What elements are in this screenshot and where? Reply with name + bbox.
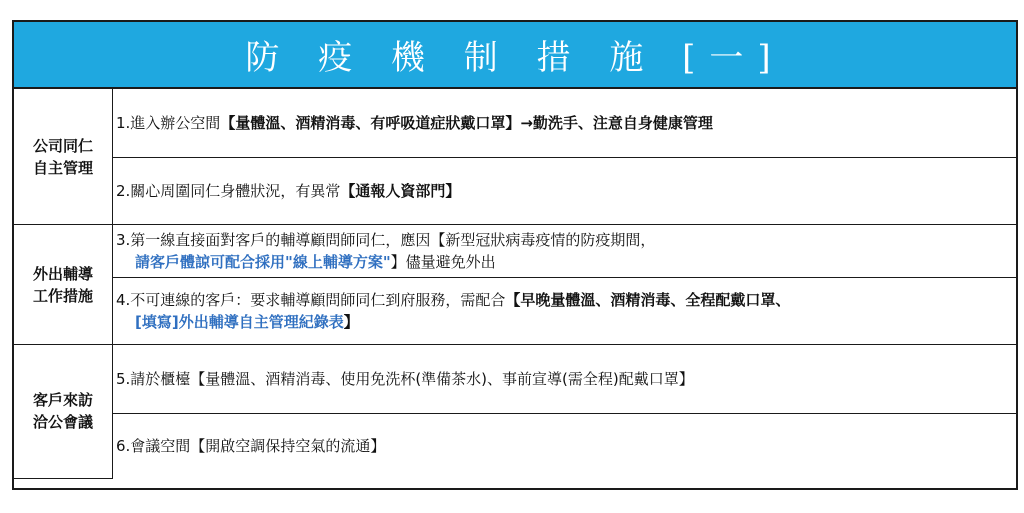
category-label: 公司同仁 xyxy=(32,136,93,155)
category-label: 洽公會議 xyxy=(32,413,93,432)
measure-text: 4.不可連線的客戶：要求輔導顧問師同仁到府服務，需配合 xyxy=(116,291,506,309)
measure-text: 3.第一線直接面對客戶的輔導顧問師同仁，應因【新型冠狀病毒疫情的防疫期間， xyxy=(116,231,656,249)
category-field-work-measures xyxy=(14,225,113,345)
measure-item-2 xyxy=(113,158,1017,225)
table-row xyxy=(14,225,1016,278)
measure-item-1 xyxy=(113,89,1017,158)
measures-table-frame xyxy=(12,20,1018,490)
measure-text: 5.請於櫃檯【量體溫、酒精消毒、使用免洗杯(準備茶水)、事前宣導(需全程)配戴口罩】 xyxy=(116,370,694,388)
category-label: 外出輔導 xyxy=(32,264,93,283)
table-row xyxy=(14,158,1016,225)
measure-text: 】儘量避免外出 xyxy=(390,253,496,271)
category-label: 自主管理 xyxy=(32,158,93,177)
category-label: 工作措施 xyxy=(32,286,93,305)
table-row xyxy=(14,89,1016,158)
measure-item-4 xyxy=(113,278,1017,345)
measure-item-6 xyxy=(113,414,1017,479)
category-label: 客戶來訪 xyxy=(32,391,93,410)
measure-text: 6.會議空間【開啟空調保持空氣的流通】 xyxy=(116,437,386,455)
measure-emphasis: 【通報人資部門】 xyxy=(340,182,461,200)
measure-emphasis: 【量體溫、酒精消毒、有呼吸道症狀戴口罩】→勤洗手、注意自身健康管理 xyxy=(220,114,713,132)
measure-text: 2.關心周圍同仁身體狀況，有異常 xyxy=(116,182,341,200)
category-client-visits-meetings xyxy=(14,345,113,479)
measure-item-3 xyxy=(113,225,1017,278)
page-title: 防 疫 機 制 措 施 [一] xyxy=(245,38,785,78)
measure-emphasis: [填寫]外出輔導自主管理紀錄表 xyxy=(135,313,344,331)
measures-table xyxy=(14,89,1016,479)
measure-emphasis: 】 xyxy=(343,313,359,331)
category-employee-self-management xyxy=(14,89,113,225)
table-row xyxy=(14,345,1016,414)
measure-item-5 xyxy=(113,345,1017,414)
measure-emphasis: 請客戶體諒可配合採用"線上輔導方案" xyxy=(135,253,391,271)
table-row xyxy=(14,414,1016,479)
title-banner xyxy=(14,22,1016,89)
measure-emphasis: 【早晚量體溫、酒精消毒、全程配戴口罩、 xyxy=(505,291,791,309)
measure-text: 1.進入辦公空間 xyxy=(116,114,221,132)
table-row xyxy=(14,278,1016,345)
